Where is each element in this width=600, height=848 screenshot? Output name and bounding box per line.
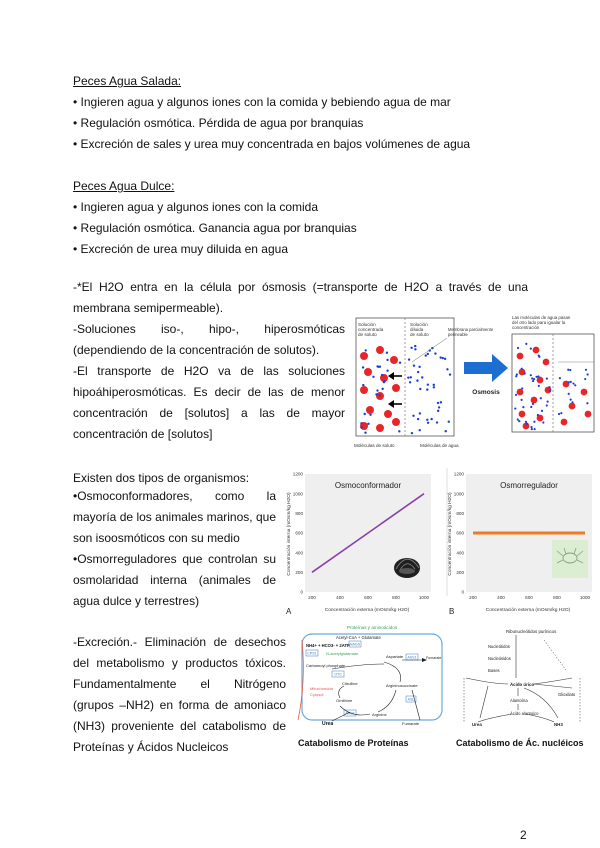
- solute-particle: [366, 406, 374, 414]
- y-tick-label: 600: [295, 530, 303, 536]
- organismos-r2: osmolaridad interna (animales de: [73, 573, 276, 587]
- label-membrana-2: permeable: [448, 332, 468, 337]
- chart-a-xlabel: Concentración externa (mOsm/kg H2O): [324, 608, 410, 613]
- y-tick-label: 800: [295, 510, 303, 516]
- y-tick-label: 400: [456, 550, 464, 556]
- water-particle: [378, 394, 380, 396]
- water-particle: [419, 429, 421, 431]
- osmosis-big-arrow: [464, 354, 508, 382]
- water-particle: [585, 369, 587, 371]
- water-particle: [372, 376, 374, 378]
- excrecion-l5: (NH3) proveniente del catabolismo de: [73, 719, 286, 733]
- y-tick-label: 800: [456, 510, 464, 516]
- water-particle: [525, 343, 527, 345]
- water-particle: [568, 381, 570, 383]
- organismos-paragraph: [73, 486, 276, 612]
- y-tick-label: 1000: [453, 491, 464, 497]
- organismos-c1: •Osmoconformadores, como la: [73, 489, 276, 503]
- water-particle: [514, 407, 516, 409]
- water-particle: [410, 347, 412, 349]
- dulce-item-1: • Ingieren agua y algunos iones con la comida: [73, 200, 319, 214]
- water-particle: [367, 423, 369, 425]
- label-solucion-concentrada-3: de soluto: [358, 332, 377, 337]
- urea-fumarate-2: Fumarate: [426, 656, 442, 660]
- urea-citrulline: Citrulline: [342, 681, 358, 686]
- water-particle: [531, 428, 533, 430]
- organismos-c3: son isoosmóticos con su medio: [73, 531, 240, 545]
- water-particle: [568, 393, 570, 395]
- water-particle: [530, 374, 532, 376]
- water-particle: [530, 348, 532, 350]
- water-particle: [445, 430, 447, 432]
- nuc-uric: Ácido úrico: [510, 682, 535, 687]
- nucleic-catabolism-diagram: [454, 626, 594, 736]
- water-particle: [525, 421, 527, 423]
- water-particle: [376, 389, 378, 391]
- water-particle: [584, 378, 586, 380]
- urea-arginine: Arginine: [372, 712, 387, 717]
- x-tick-label: 200: [469, 595, 477, 600]
- water-particle: [549, 390, 551, 392]
- x-tick-label: 800: [553, 595, 561, 600]
- solute-particle: [517, 353, 524, 360]
- water-particle: [360, 422, 362, 424]
- water-particle: [515, 394, 517, 396]
- water-particle: [408, 358, 410, 360]
- flow-arrow-2-head: [388, 400, 394, 408]
- water-particle: [369, 414, 371, 416]
- water-particle: [416, 379, 418, 381]
- water-particle: [419, 388, 421, 390]
- osmosis-p3b: hipoáhiperosmóticas. Es decir de las de menor: [73, 385, 345, 399]
- x-tick-label: 600: [525, 595, 533, 600]
- water-particle: [411, 432, 413, 434]
- solute-particle: [569, 403, 576, 410]
- water-particle: [383, 380, 385, 382]
- solute-particle: [376, 346, 384, 354]
- water-particle: [532, 380, 534, 382]
- urea-acetyl: Acetyl-CoA + Glutamate: [336, 635, 381, 640]
- water-particle: [386, 370, 388, 372]
- water-particle: [559, 377, 561, 379]
- water-particle: [418, 366, 420, 368]
- water-particle: [548, 386, 550, 388]
- urea-urea: Urea: [322, 721, 334, 727]
- water-particle: [437, 410, 439, 412]
- water-particle: [532, 403, 534, 405]
- y-tick-label: 200: [295, 569, 303, 575]
- water-particle: [538, 385, 540, 387]
- organismos-intro: Existen dos tipos de organismos:: [73, 471, 250, 485]
- y-tick-label: 200: [456, 569, 464, 575]
- chart-a-letter: A: [286, 607, 292, 616]
- water-particle: [570, 381, 572, 383]
- nuc-urea: Urea: [472, 722, 482, 727]
- water-particle: [417, 371, 419, 373]
- label-right-1: Las moléculas de agua pasan: [512, 315, 571, 320]
- organismos-r1: •Osmorreguladores que controlan su: [73, 552, 276, 566]
- excrecion-l1: -Excreción.- Eliminación de desechos: [73, 635, 286, 649]
- water-particle: [534, 428, 536, 430]
- water-particle: [425, 354, 427, 356]
- excrecion-l4: (grupos –NH2) en forma de amoniaco: [73, 698, 286, 712]
- osmosis-left-particles: [360, 345, 451, 434]
- water-particle: [419, 412, 421, 414]
- chart-b-letter: B: [449, 607, 455, 616]
- water-particle: [570, 399, 572, 401]
- urea-nh4: NH4+ + HCO3- + 2ATP: [306, 643, 350, 648]
- dulce-item-2: • Regulación osmótica. Ganancia agua por branquias: [73, 221, 357, 235]
- water-particle: [386, 352, 388, 354]
- label-moleculas-agua: Moléculas de agua: [420, 443, 459, 448]
- osmosis-p3a: -El transporte de H2O va de las soluciones: [73, 364, 345, 378]
- water-particle: [412, 415, 414, 417]
- excrecion-paragraph: [73, 632, 286, 758]
- water-particle: [517, 418, 519, 420]
- chart-osmorregulador: [444, 468, 596, 616]
- water-particle: [521, 399, 523, 401]
- water-particle: [515, 375, 517, 377]
- nuc-top: Ribonucleótidos purínicos: [506, 629, 557, 634]
- water-particle: [417, 418, 419, 420]
- page-number: 2: [520, 828, 527, 842]
- nuc-arrows: [466, 635, 572, 722]
- x-tick-label: 800: [392, 595, 400, 600]
- solute-particle: [585, 411, 592, 418]
- solute-particle: [523, 423, 530, 430]
- water-particle: [517, 347, 519, 349]
- label-moleculas-soluto: Moléculas de soluto: [354, 443, 395, 448]
- salada-item-2: • Regulación osmótica. Pérdida de agua por branquias: [73, 116, 364, 130]
- enzyme-cps1: CPS1: [307, 651, 317, 656]
- enzyme-asl: ASL: [407, 697, 415, 702]
- water-particle: [571, 401, 573, 403]
- label-solucion-diluida-3: de soluto: [410, 332, 429, 337]
- water-particle: [569, 369, 571, 371]
- excrecion-l3: Fundamentalmente el Nitrógeno: [73, 677, 286, 691]
- water-particle: [560, 412, 562, 414]
- water-particle: [541, 410, 543, 412]
- water-particle: [439, 356, 441, 358]
- nuc-glioxilato: Glioxilato: [558, 692, 576, 697]
- water-particle: [537, 414, 539, 416]
- water-particle: [364, 413, 366, 415]
- osmosis-p2b: (dependiendo de la concentración de solutos).: [73, 343, 320, 357]
- water-particle: [518, 420, 520, 422]
- solute-particle: [376, 424, 384, 432]
- chart-a-ylabel: Concentración interna (mOsm/kg H2O): [287, 492, 292, 576]
- water-particle: [360, 426, 362, 428]
- water-particle: [427, 422, 429, 424]
- osmosis-p2a: -Soluciones iso-, hipo-, hiperosmóticas: [73, 322, 345, 336]
- chart-a-title: Osmoconformador: [334, 481, 402, 490]
- label-solucion-concentrada-2: concentrada: [358, 327, 384, 332]
- label-solucion-diluida-1: Solución: [410, 322, 428, 327]
- x-tick-label: 200: [308, 595, 316, 600]
- water-particle: [547, 401, 549, 403]
- solute-particle: [360, 386, 368, 394]
- nuc-alantoico: Ácido alantoico: [510, 711, 539, 716]
- water-particle: [522, 406, 524, 408]
- water-particle: [587, 373, 589, 375]
- x-tick-label: 600: [364, 595, 372, 600]
- label-right-3: concentración: [512, 325, 540, 330]
- urea-nacetyl: N-acetylglutamate: [326, 651, 359, 656]
- water-particle: [437, 402, 439, 404]
- water-particle: [386, 359, 388, 361]
- water-particle: [440, 401, 442, 403]
- water-particle: [533, 421, 535, 423]
- water-particle: [433, 386, 435, 388]
- enzyme-otc: OTC: [334, 672, 342, 677]
- water-particle: [538, 356, 540, 358]
- water-particle: [436, 421, 438, 423]
- nuc-nucleotidos: Nucleótidos: [488, 644, 510, 649]
- flow-arrow-1-head: [388, 372, 394, 380]
- dulce-item-3: • Excreción de urea muy diluida en agua: [73, 242, 288, 256]
- water-particle: [524, 373, 526, 375]
- water-particle: [426, 388, 428, 390]
- salada-item-3: • Excreción de sales y urea muy concentrada en bajos volúmenes de agua: [73, 137, 471, 151]
- water-particle: [537, 375, 539, 377]
- excrecion-l2: del metabolismo y productos tóxicos.: [73, 656, 286, 670]
- chart-osmoconformador: [283, 468, 435, 616]
- water-particle: [381, 388, 383, 390]
- x-tick-label: 400: [336, 595, 344, 600]
- enzyme-arg1: ARG1: [345, 711, 355, 716]
- osmosis-p1b: membrana semipermeable).: [73, 301, 224, 315]
- urea-ornithine: Ornithine: [336, 698, 353, 703]
- water-particle: [434, 352, 436, 354]
- solute-particle: [561, 419, 568, 426]
- water-particle: [530, 426, 532, 428]
- water-particle: [407, 376, 409, 378]
- urea-carbamoyl: Carbamoyl phosphate: [306, 663, 346, 668]
- water-particle: [413, 365, 415, 367]
- water-particle: [365, 349, 367, 351]
- water-particle: [530, 406, 532, 408]
- urea-aspartate: Aspartate: [386, 654, 404, 659]
- water-particle: [427, 383, 429, 385]
- organismos-c2: mayoría de los animales marinos, que: [73, 510, 276, 524]
- solute-particle: [543, 359, 550, 366]
- solute-particle: [390, 356, 398, 364]
- water-particle: [540, 397, 542, 399]
- solute-particle: [384, 410, 392, 418]
- snail-shell-icon: [394, 558, 420, 578]
- urea-argsucc: Argininosuccinate: [386, 683, 418, 688]
- salada-title: Peces Agua Salada:: [73, 74, 182, 88]
- water-particle: [414, 348, 416, 350]
- water-particle: [409, 381, 411, 383]
- water-particle: [427, 353, 429, 355]
- excrecion-l6: Proteínas y Ácidos Nucleicos: [73, 740, 229, 754]
- x-tick-label: 1000: [579, 595, 591, 600]
- water-particle: [410, 376, 412, 378]
- x-tick-label: 1000: [418, 595, 430, 600]
- solute-particle: [392, 418, 400, 426]
- water-particle: [433, 384, 435, 386]
- nuc-alantoina: Alantoína: [510, 698, 528, 703]
- label-solucion-diluida-2: diluida: [410, 327, 424, 332]
- water-particle: [521, 368, 523, 370]
- enzyme-nags: NAGS: [349, 642, 361, 647]
- nuc-bases: Bases: [488, 668, 500, 673]
- chart-b-xlabel: Concentración externa (mOsm/kg H2O): [485, 608, 571, 613]
- solute-particle: [531, 397, 538, 404]
- solute-particle: [360, 352, 368, 360]
- osmosis-p3d: concentración de [solutos]: [73, 427, 213, 441]
- water-particle: [526, 423, 528, 425]
- water-particle: [446, 368, 448, 370]
- label-solucion-concentrada-1: Solución: [358, 322, 376, 327]
- y-tick-label: 0: [461, 589, 464, 595]
- chart-b-ylabel: Concentración interna (mOsm/kg H2O): [448, 492, 453, 576]
- water-particle: [421, 376, 423, 378]
- water-particle: [362, 366, 364, 368]
- water-particle: [398, 430, 400, 432]
- y-tick-label: 1200: [453, 471, 464, 477]
- y-tick-label: 1000: [292, 491, 303, 497]
- water-particle: [364, 432, 366, 434]
- nuc-nucleosidos: Nucleósidos: [488, 656, 511, 661]
- water-particle: [542, 421, 544, 423]
- solute-particle: [517, 389, 524, 396]
- urea-cytosol: Cytosol: [310, 692, 324, 697]
- y-tick-label: 1200: [292, 471, 303, 477]
- y-tick-label: 0: [300, 589, 303, 595]
- water-particle: [567, 369, 569, 371]
- label-osmosis: Osmosis: [472, 389, 500, 396]
- water-particle: [546, 377, 548, 379]
- solute-particle: [537, 377, 544, 384]
- osmosis-paragraph-2: [73, 319, 345, 445]
- y-tick-label: 600: [456, 530, 464, 536]
- osmosis-p3c: concentración de [solutos] a las de mayor: [73, 406, 345, 420]
- salada-item-1: • Ingieren agua y algunos iones con la comida y bebiendo agua de mar: [73, 95, 451, 109]
- water-particle: [574, 384, 576, 386]
- water-particle: [430, 418, 432, 420]
- water-particle: [375, 393, 377, 395]
- y-tick-label: 400: [295, 550, 303, 556]
- water-particle: [448, 421, 450, 423]
- label-right-2: del otro lado para igualar la: [512, 320, 566, 325]
- water-particle: [442, 357, 444, 359]
- solute-particle: [392, 384, 400, 392]
- urea-fumarate: Fumarate: [402, 721, 420, 726]
- solute-particle: [519, 411, 526, 418]
- water-particle: [586, 402, 588, 404]
- caption-nucleicos: Catabolismo de Ác. nucléicos: [456, 738, 584, 748]
- x-tick-label: 400: [497, 595, 505, 600]
- water-particle: [449, 373, 451, 375]
- solute-particle: [364, 368, 372, 376]
- dulce-title: Peces Agua Dulce:: [73, 179, 175, 193]
- water-particle: [521, 387, 523, 389]
- osmosis-p1a: -*El H2O entra en la célula por ósmosis (=transporte de H2O a través de una: [73, 280, 528, 294]
- water-particle: [426, 419, 428, 421]
- water-particle: [381, 374, 383, 376]
- osmosis-figure: [350, 310, 598, 452]
- label-membrana-1: Membrana parcialmente: [448, 327, 494, 332]
- urea-cycle-diagram: [292, 624, 450, 736]
- crab-thumbnail-icon: [552, 540, 588, 578]
- nuc-nh3: NH3: [554, 722, 563, 727]
- water-particle: [546, 404, 548, 406]
- water-particle: [438, 406, 440, 408]
- solute-particle: [581, 389, 588, 396]
- water-particle: [378, 366, 380, 368]
- water-particle: [558, 413, 560, 415]
- water-particle: [414, 345, 416, 347]
- chart-b-title: Osmorregulador: [500, 481, 558, 490]
- organismos-r3: agua dulce y terrestres): [73, 594, 200, 608]
- caption-proteinas: Catabolismo de Proteínas: [298, 738, 409, 748]
- enzyme-ass1: ASS1: [407, 655, 417, 660]
- urea-header: Proteínas y aminoácidos: [346, 625, 398, 630]
- solute-particle: [533, 347, 540, 354]
- urea-mito: Mitochondria: [310, 686, 333, 691]
- water-particle: [399, 361, 401, 363]
- water-particle: [362, 384, 364, 386]
- water-particle: [535, 376, 537, 378]
- water-particle: [572, 382, 574, 384]
- water-particle: [444, 358, 446, 360]
- water-particle: [533, 378, 535, 380]
